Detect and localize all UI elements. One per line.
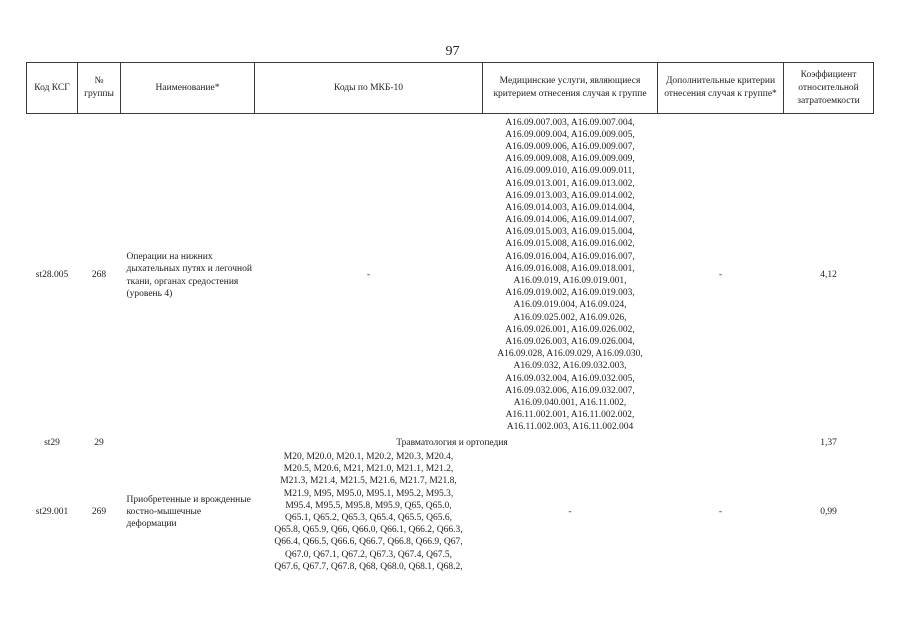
code-line: A16.09.025.002, A16.09.026, [513, 312, 627, 323]
header-name: Наименование* [121, 63, 255, 114]
code-line: A16.09.026.003, A16.09.026.004, [505, 336, 635, 347]
code-line: Q66.4, Q66.5, Q66.6, Q66.7, Q66.8, Q66.9, Q67, [274, 537, 463, 548]
icd-codes [255, 451, 483, 573]
code-line: M95.4, M95.5, M95.8, M95.9, Q65, Q65.0, [285, 500, 452, 511]
medical-services: - [568, 506, 572, 517]
code-line: A16.09.026.001, A16.09.026.002, [505, 324, 635, 335]
code-line: A16.11.002.003, A16.11.002.004 [506, 422, 634, 433]
group-number: 268 [91, 270, 107, 281]
code-line: A16.09.009.004, A16.09.009.005, [505, 129, 635, 140]
header-coef: Коэффициент относительной затратоемкости [784, 63, 874, 114]
section-title: Травматология и ортопедия [396, 438, 508, 448]
additional-criteria: - [718, 506, 723, 517]
header-services: Медицинские услуги, являющиеся критерием отнесения случая к группе [483, 63, 658, 114]
services-list [485, 117, 656, 434]
code-line: A16.09.019.002, A16.09.019.003, [505, 288, 635, 299]
ksg-code: st28.005 [35, 270, 69, 281]
code-line: A16.09.016.004, A16.09.016.007, [505, 251, 635, 262]
code-line: A16.09.032.004, A16.09.032.005, [505, 373, 635, 384]
table-row-section [27, 437, 874, 451]
code-line: A16.09.014.006, A16.09.014.007, [505, 215, 635, 226]
group-number: 29 [94, 438, 104, 448]
code-line: A16.09.013.003, A16.09.014.002, [505, 190, 635, 201]
code-line: A16.09.007.003, A16.09.007.004, [505, 117, 635, 128]
code-line: Q67.6, Q67.7, Q67.8, Q68, Q68.0, Q68.1, Q68.2, [274, 561, 463, 572]
code-line: A16.09.016.008, A16.09.018.001, [505, 263, 635, 274]
code-line: A16.09.014.003, A16.09.014.004, [505, 202, 635, 213]
icd-codes-list [257, 451, 481, 573]
additional-criteria: - [718, 270, 723, 281]
page-number: 97 [445, 44, 460, 59]
code-line: A16.09.028, A16.09.029, A16.09.030, [497, 349, 643, 360]
table-row [27, 114, 874, 438]
icd-codes: - [366, 270, 371, 281]
code-line: A16.09.019, A16.09.019.001, [513, 276, 627, 286]
code-line: A16.09.032.006, A16.09.032.007, [505, 385, 635, 396]
code-line: M21.3, M21.4, M21.5, M21.6, M21.7, M21.8, [280, 476, 457, 487]
cost-coefficient: 1,37 [820, 438, 837, 448]
code-line: Q65.1, Q65.2, Q65.3, Q65.4, Q65.5, Q65.6, [284, 512, 453, 523]
code-line: Q67.0, Q67.1, Q67.2, Q67.3, Q67.4, Q67.5, [284, 549, 453, 560]
header-group-no: № группы [78, 63, 121, 114]
code-line: A16.11.002.001, A16.11.002.002, [505, 410, 635, 421]
ksg-table [26, 62, 874, 573]
table-header-row [27, 63, 874, 114]
table-row [27, 451, 874, 573]
cost-coefficient: 0,99 [820, 506, 837, 517]
code-line: A16.09.009.010, A16.09.009.011, [505, 166, 635, 177]
group-number: 269 [91, 506, 107, 517]
code-line: M20.5, M20.6, M21, M21.0, M21.1, M21.2, [283, 464, 454, 475]
medical-services [483, 114, 658, 438]
header-additional: Дополнительные критерии отнесения случая к группе* [658, 63, 784, 114]
code-line: M20, M20.0, M20.1, M20.2, M20.3, M20.4, [283, 452, 454, 462]
code-line: A16.09.019.004, A16.09.024, [513, 300, 627, 311]
header-code: Код КСГ [27, 63, 78, 114]
code-line: A16.09.009.008, A16.09.009.009, [505, 154, 635, 165]
code-line: A16.09.009.006, A16.09.009.007, [505, 141, 635, 152]
code-line: A16.09.015.003, A16.09.015.004, [505, 227, 635, 238]
cost-coefficient: 4,12 [820, 270, 837, 281]
code-line: A16.09.032, A16.09.032.003, [513, 361, 627, 372]
code-line: Q65.8, Q65.9, Q66, Q66.0, Q66.1, Q66.2, Q66.3, [274, 525, 463, 536]
ksg-code: st29 [44, 438, 60, 448]
group-name: Операции на нижних дыхательных путях и легочной ткани, органах средостения (уровень 4) [126, 252, 252, 299]
code-line: M21.9, M95, M95.0, M95.1, M95.2, M95.3, [283, 488, 454, 499]
ksg-code: st29.001 [35, 506, 69, 517]
code-line: A16.09.015.008, A16.09.016.002, [505, 239, 635, 250]
code-line: A16.09.040.001, A16.11.002, [513, 397, 627, 408]
code-line: A16.09.013.001, A16.09.013.002, [505, 178, 635, 189]
group-name: Приобретенные и врожденные костно-мышечные деформации [126, 494, 251, 530]
header-icd: Коды по МКБ-10 [255, 63, 483, 114]
